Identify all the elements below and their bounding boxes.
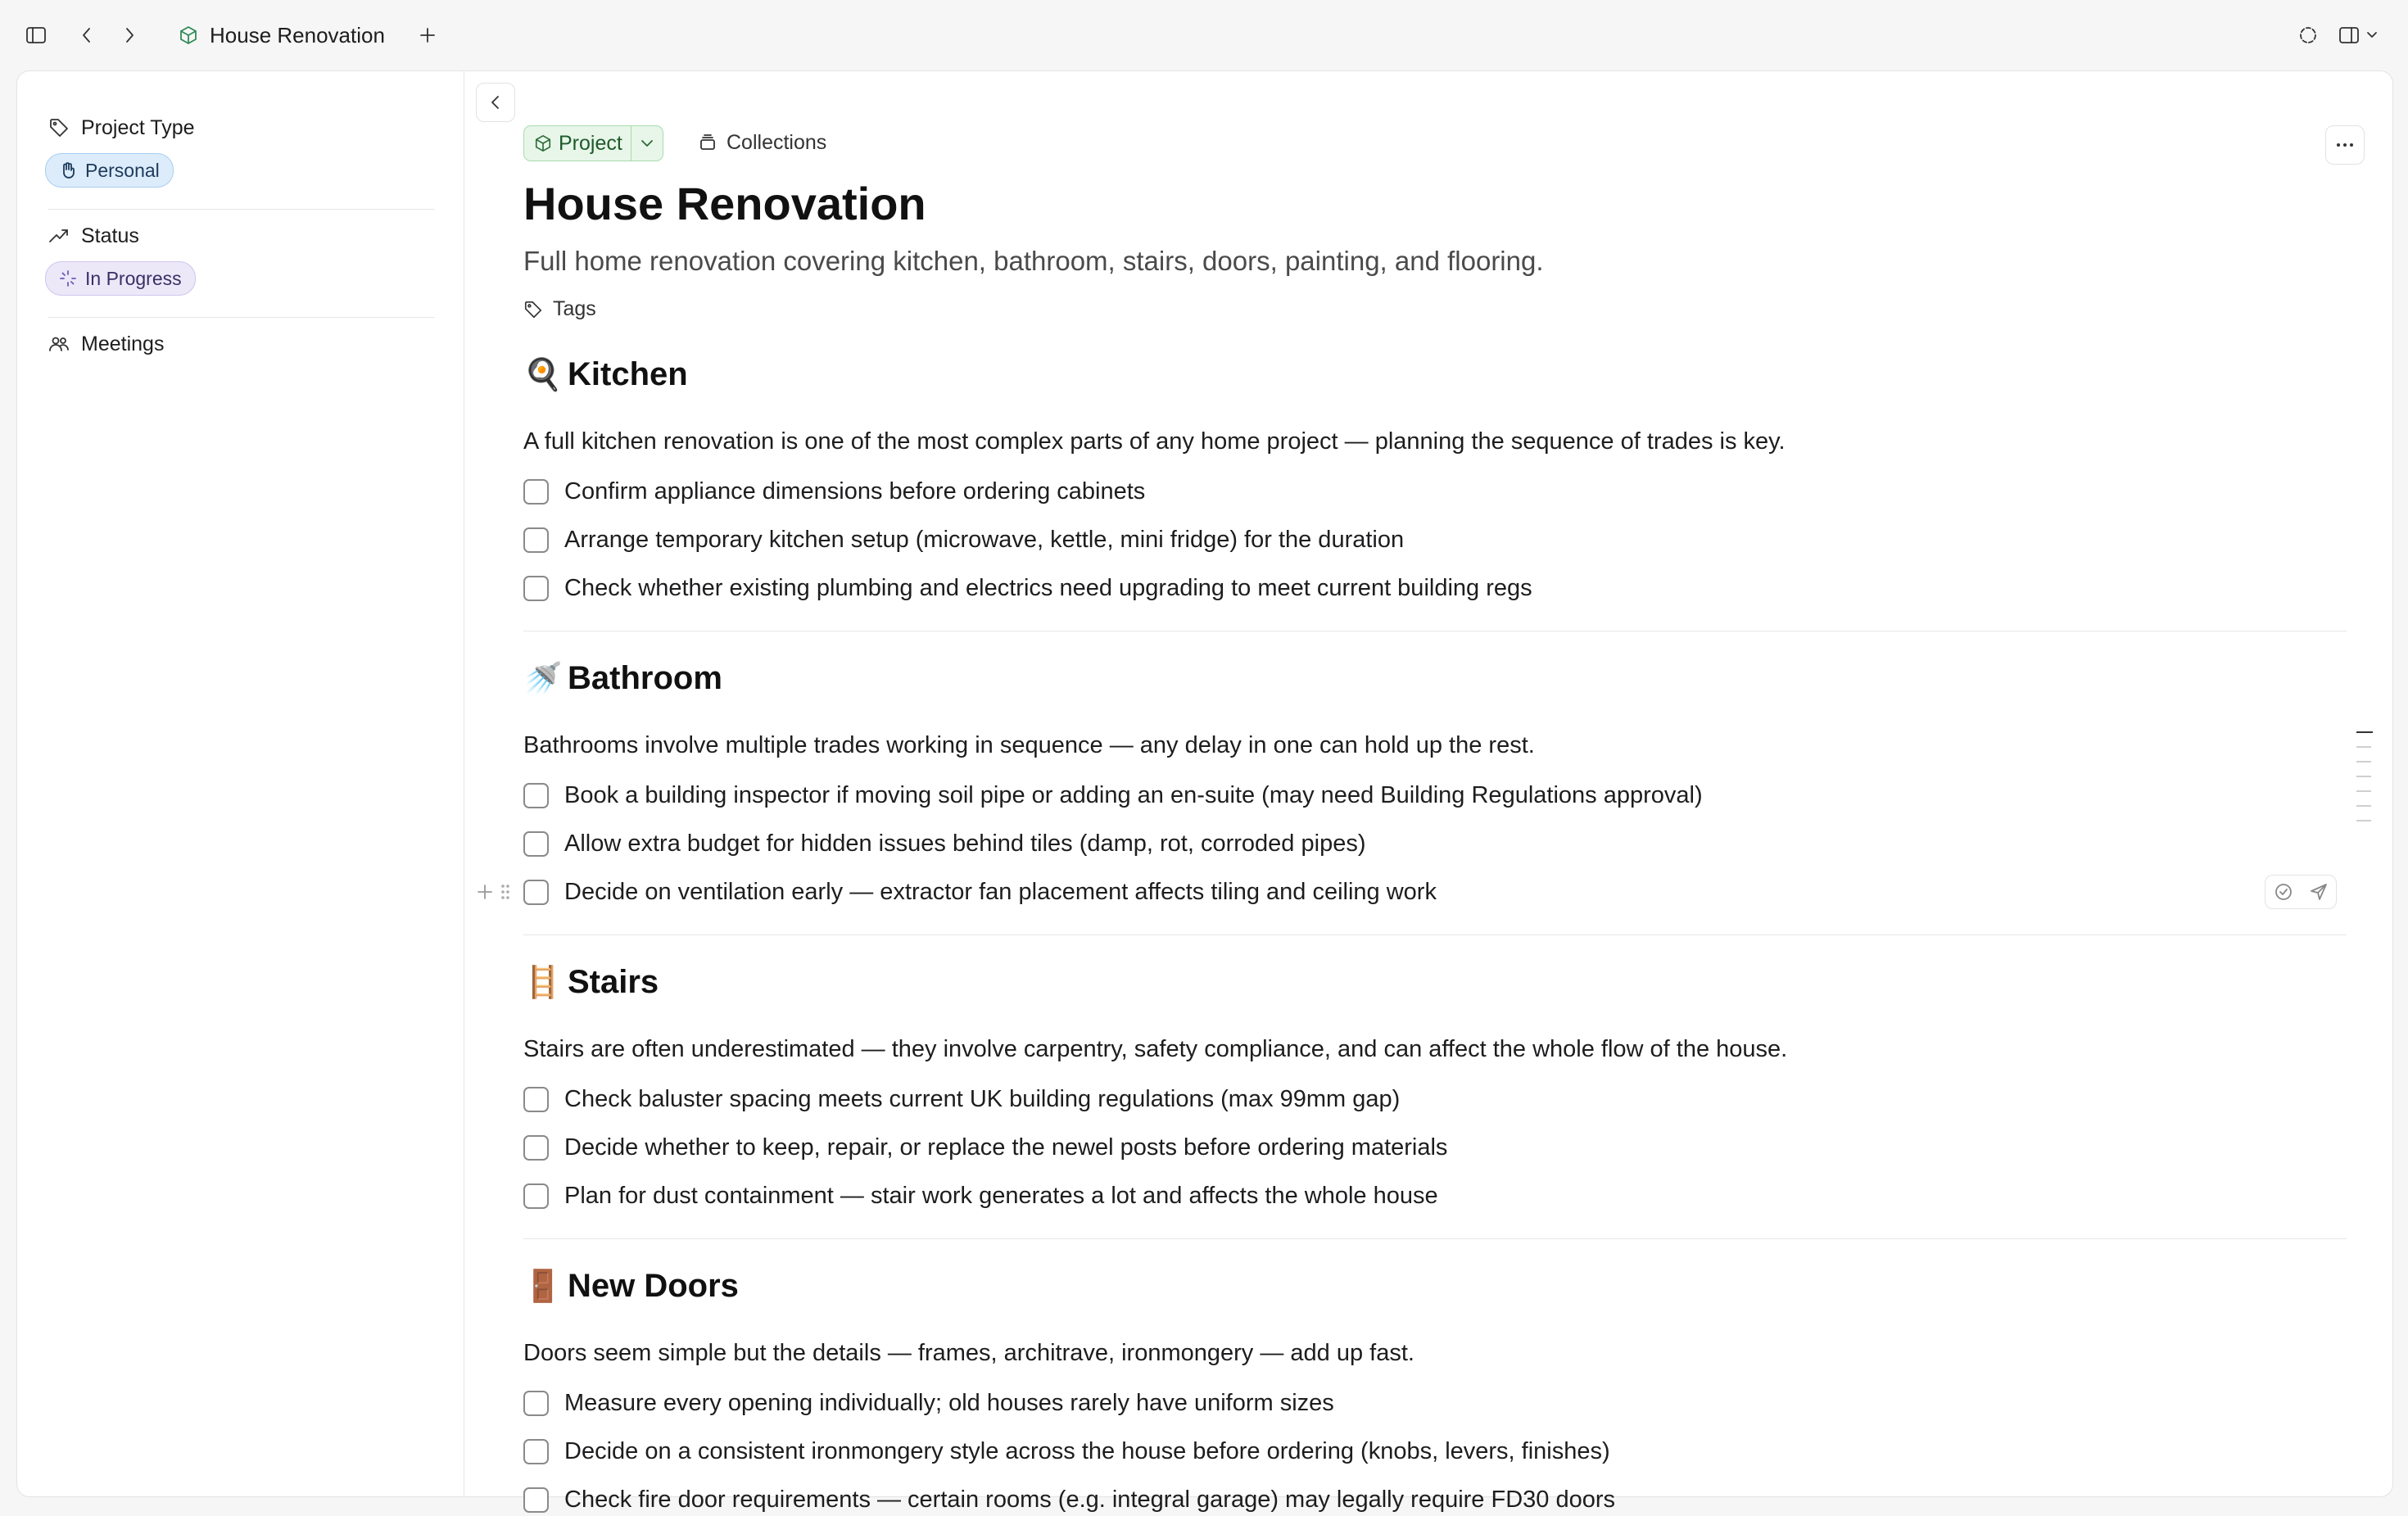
chevron-down-icon[interactable] xyxy=(631,126,663,161)
sidebar-toggle-icon[interactable] xyxy=(21,20,51,50)
task-checkbox[interactable] xyxy=(523,1135,549,1161)
section-title: Stairs xyxy=(568,964,659,1000)
chevron-down-icon[interactable] xyxy=(2362,20,2382,50)
task-text: Check fire door requirements — certain rooms (e.g. integral garage) may legally require FD30 doors xyxy=(564,1486,1616,1513)
add-block-plus-icon[interactable] xyxy=(476,883,494,901)
task-text: Measure every opening individually; old houses rarely have uniform sizes xyxy=(564,1389,1334,1416)
task-item[interactable] xyxy=(523,572,1532,604)
section-heading-kitchen[interactable] xyxy=(523,356,688,393)
task-item[interactable] xyxy=(523,1131,1447,1164)
task-checkbox[interactable] xyxy=(523,1487,549,1513)
property-label: Status xyxy=(81,224,139,247)
task-checkbox[interactable] xyxy=(523,479,549,505)
forward-icon[interactable] xyxy=(115,20,144,50)
section-divider xyxy=(523,1238,2347,1239)
outline-indicator[interactable] xyxy=(2356,805,2371,807)
shower-emoji: 🚿 xyxy=(523,660,563,696)
main-window xyxy=(16,70,2393,1513)
cube-icon xyxy=(174,20,203,50)
sync-icon[interactable] xyxy=(2293,20,2323,50)
task-item[interactable] xyxy=(523,827,1365,860)
task-checkbox[interactable] xyxy=(523,783,549,808)
task-checkbox[interactable] xyxy=(523,831,549,857)
cube-icon xyxy=(524,134,552,152)
project-type-value: Personal xyxy=(85,159,160,181)
document-body xyxy=(523,71,2366,1513)
status-chip[interactable] xyxy=(45,261,196,296)
task-item[interactable] xyxy=(523,475,1145,508)
task-checkbox[interactable] xyxy=(523,1087,549,1112)
ladder-emoji: 🪜 xyxy=(523,964,563,1000)
task-item[interactable] xyxy=(523,1387,1334,1419)
task-text: Check whether existing plumbing and electrics need upgrading to meet current building regs xyxy=(564,574,1532,601)
collection-icon xyxy=(699,133,717,152)
task-text: Book a building inspector if moving soil pipe or adding an en-suite (may need Building Regulations approval) xyxy=(564,781,1703,808)
task-text: Decide whether to keep, repair, or replace the newel posts before ordering materials xyxy=(564,1134,1448,1161)
section-heading-bathroom[interactable] xyxy=(523,660,722,697)
frying-pan-emoji: 🍳 xyxy=(523,356,563,392)
task-text: Allow extra budget for hidden issues behind tiles (damp, rot, corroded pipes) xyxy=(564,830,1366,857)
outline-indicator[interactable] xyxy=(2356,776,2371,777)
divider xyxy=(48,209,435,210)
properties-sidebar xyxy=(17,71,464,1496)
trending-up-icon xyxy=(48,225,70,247)
section-title: Kitchen xyxy=(568,356,688,392)
back-icon[interactable] xyxy=(72,20,102,50)
section-intro[interactable]: Bathrooms involve multiple trades working in sequence — any delay in one can hold up the rest. xyxy=(523,732,1535,758)
property-meetings[interactable] xyxy=(48,330,164,358)
send-icon[interactable] xyxy=(2309,882,2329,902)
tag-icon xyxy=(523,300,543,319)
task-item[interactable] xyxy=(523,1083,1400,1116)
outline-indicator[interactable] xyxy=(2356,820,2371,821)
task-text: Plan for dust containment — stair work generates a lot and affects the whole house xyxy=(564,1182,1438,1209)
collections-button[interactable] xyxy=(699,125,826,160)
property-label: Project Type xyxy=(81,115,195,139)
task-item[interactable] xyxy=(523,1179,1438,1212)
section-heading-new-doors[interactable] xyxy=(523,1268,739,1305)
task-checkbox[interactable] xyxy=(523,880,549,905)
task-text: Confirm appliance dimensions before ordering cabinets xyxy=(564,477,1146,505)
outline-indicator[interactable] xyxy=(2356,761,2371,763)
project-type-chip[interactable] xyxy=(45,153,174,188)
collections-label: Collections xyxy=(726,130,827,154)
section-heading-stairs[interactable] xyxy=(523,964,659,1001)
progress-spinner-icon xyxy=(59,269,77,287)
property-status xyxy=(48,222,196,296)
section-intro[interactable]: Doors seem simple but the details — frames, architrave, ironmongery — add up fast. xyxy=(523,1340,1414,1366)
task-text: Check baluster spacing meets current UK building regulations (max 99mm gap) xyxy=(564,1085,1401,1112)
panel-icon[interactable] xyxy=(2334,20,2364,50)
property-project-type xyxy=(48,114,195,188)
tag-icon xyxy=(48,117,70,138)
property-label: Meetings xyxy=(81,332,165,355)
outline-indicator[interactable] xyxy=(2356,746,2371,748)
page-title[interactable]: House Renovation xyxy=(523,178,926,229)
task-text: Decide on ventilation early — extractor fan placement affects tiling and ceiling work xyxy=(564,878,1437,905)
hand-icon xyxy=(59,161,77,179)
type-badge[interactable] xyxy=(523,125,663,161)
tab-title[interactable]: House Renovation xyxy=(210,23,385,48)
task-checkbox[interactable] xyxy=(523,576,549,601)
tags-button[interactable] xyxy=(523,297,596,321)
more-options-button[interactable] xyxy=(2325,125,2365,165)
drag-handle-icon[interactable] xyxy=(500,883,510,901)
section-intro[interactable]: Stairs are often underestimated — they involve carpentry, safety compliance, and can affect the whole flow of the house. xyxy=(523,1036,1788,1062)
task-item[interactable] xyxy=(523,1483,1615,1516)
task-item-hovered[interactable] xyxy=(523,876,1437,908)
new-tab-plus-icon[interactable] xyxy=(413,20,442,50)
title-bar xyxy=(0,0,2408,70)
page-description[interactable]: Full home renovation covering kitchen, bathroom, stairs, doors, painting, and flooring. xyxy=(523,246,1544,276)
collapse-sidebar-button[interactable] xyxy=(476,83,515,122)
task-text: Arrange temporary kitchen setup (microwave, kettle, mini fridge) for the duration xyxy=(564,526,1405,553)
task-item[interactable] xyxy=(523,779,1703,812)
row-hover-tools xyxy=(476,876,510,908)
task-item[interactable] xyxy=(523,523,1404,556)
tags-label: Tags xyxy=(553,297,596,320)
task-text: Decide on a consistent ironmongery style across the house before ordering (knobs, levers, finishes) xyxy=(564,1437,1610,1464)
task-item[interactable] xyxy=(523,1435,1610,1468)
section-intro[interactable]: A full kitchen renovation is one of the most complex parts of any home project — planning the sequence of trades is key. xyxy=(523,428,1786,455)
people-icon xyxy=(48,333,70,355)
row-action-tools xyxy=(2265,875,2337,909)
task-checkbox[interactable] xyxy=(523,527,549,553)
door-emoji: 🚪 xyxy=(523,1268,563,1304)
type-badge-label: Project xyxy=(559,131,622,155)
section-title: New Doors xyxy=(568,1268,739,1304)
outline-indicator-active[interactable] xyxy=(2356,731,2373,733)
outline-indicator[interactable] xyxy=(2356,790,2371,792)
task-checkbox[interactable] xyxy=(523,1183,549,1209)
task-checkbox[interactable] xyxy=(523,1391,549,1416)
section-divider xyxy=(523,934,2347,935)
status-value: In Progress xyxy=(85,267,182,289)
task-checkbox[interactable] xyxy=(523,1439,549,1464)
check-circle-icon[interactable] xyxy=(2274,882,2293,902)
divider xyxy=(48,317,435,318)
section-title: Bathroom xyxy=(568,660,722,696)
